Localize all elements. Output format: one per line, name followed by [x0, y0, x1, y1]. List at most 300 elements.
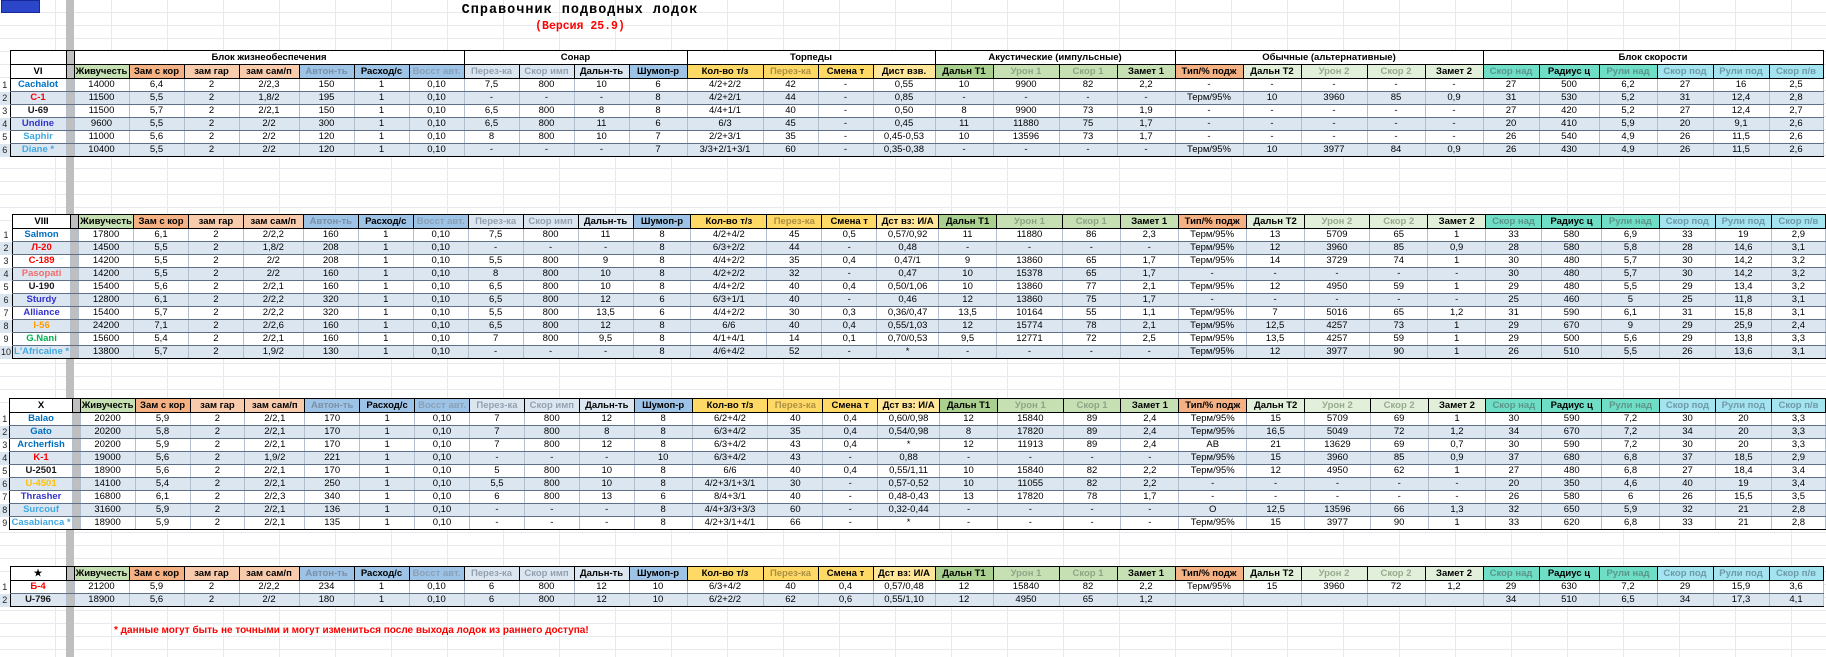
data-cell[interactable]: 78: [1063, 491, 1121, 504]
data-cell[interactable]: 31: [1659, 307, 1715, 320]
data-cell[interactable]: 4/4+2/2: [691, 281, 767, 294]
data-cell[interactable]: 11500: [74, 105, 129, 118]
data-cell[interactable]: 800: [524, 413, 579, 426]
row-number[interactable]: 4: [0, 118, 10, 131]
data-cell[interactable]: 6: [464, 594, 519, 607]
data-cell[interactable]: 0,9: [1425, 144, 1483, 157]
data-cell[interactable]: 160: [303, 281, 358, 294]
data-cell[interactable]: 430: [1539, 144, 1599, 157]
data-cell[interactable]: -: [1370, 491, 1428, 504]
data-cell[interactable]: 1: [360, 491, 415, 504]
data-cell[interactable]: 1: [358, 307, 413, 320]
data-cell[interactable]: 20: [1657, 118, 1713, 131]
data-cell[interactable]: 10164: [997, 307, 1063, 320]
data-cell[interactable]: -: [1305, 478, 1371, 491]
column-header[interactable]: Перез-ка: [767, 215, 822, 229]
data-cell[interactable]: 0,1: [822, 333, 877, 346]
data-cell[interactable]: 2/2: [239, 144, 299, 157]
column-header[interactable]: Замет 2: [1425, 65, 1483, 79]
data-cell[interactable]: 40: [767, 320, 822, 333]
tier-header-viii[interactable]: VIII: [13, 215, 71, 229]
sub-name-cell[interactable]: Л-20: [13, 242, 71, 255]
data-cell[interactable]: 1,8/2: [239, 92, 299, 105]
data-cell[interactable]: 0,57/0,92: [877, 229, 939, 242]
data-cell[interactable]: 3/3+2/1+3/1: [687, 144, 763, 157]
data-cell[interactable]: 34: [1483, 594, 1539, 607]
data-cell[interactable]: 15840: [993, 581, 1059, 594]
data-cell[interactable]: -: [1059, 144, 1117, 157]
data-cell[interactable]: 320: [303, 294, 358, 307]
data-cell[interactable]: 20: [1715, 413, 1771, 426]
data-cell[interactable]: 31: [1483, 92, 1539, 105]
column-header[interactable]: зам сам/п: [239, 65, 299, 79]
data-cell[interactable]: 21: [1715, 517, 1771, 530]
data-cell[interactable]: -: [1063, 517, 1121, 530]
column-header[interactable]: Рули под: [1713, 567, 1769, 581]
data-cell[interactable]: 6/3+1/1: [691, 294, 767, 307]
data-cell[interactable]: 17820: [997, 491, 1063, 504]
data-cell[interactable]: -: [578, 346, 633, 359]
data-cell[interactable]: 0,10: [413, 320, 468, 333]
data-cell[interactable]: 12771: [997, 333, 1063, 346]
data-cell[interactable]: 7,5: [468, 229, 523, 242]
data-cell[interactable]: 0,5: [822, 229, 877, 242]
column-header[interactable]: Дальн-ть: [579, 399, 634, 413]
row-number[interactable]: 1: [0, 79, 10, 92]
data-cell[interactable]: 1: [360, 452, 415, 465]
data-cell[interactable]: 89: [1063, 439, 1121, 452]
data-cell[interactable]: 510: [1542, 346, 1602, 359]
data-cell[interactable]: 62: [763, 594, 818, 607]
data-cell[interactable]: 650: [1542, 504, 1602, 517]
data-cell[interactable]: 1: [1428, 255, 1486, 268]
data-cell[interactable]: 2/2: [243, 255, 303, 268]
data-cell[interactable]: 8: [629, 92, 687, 105]
data-cell[interactable]: 6,1: [1601, 307, 1659, 320]
data-cell[interactable]: 5,8: [135, 426, 190, 439]
data-cell[interactable]: -: [579, 452, 634, 465]
row-number[interactable]: 1: [0, 581, 10, 594]
data-cell[interactable]: 12: [1246, 242, 1304, 255]
data-cell[interactable]: -: [1428, 478, 1486, 491]
column-header[interactable]: Рули под: [1715, 215, 1771, 229]
data-cell[interactable]: 17,3: [1713, 594, 1769, 607]
data-cell[interactable]: -: [997, 242, 1063, 255]
data-cell[interactable]: 800: [524, 426, 579, 439]
data-cell[interactable]: -: [1246, 268, 1304, 281]
data-cell[interactable]: 9: [578, 255, 633, 268]
data-cell[interactable]: 580: [1542, 242, 1602, 255]
data-cell[interactable]: 0,35-0,38: [873, 144, 935, 157]
column-header[interactable]: Тип/% подж: [1179, 399, 1247, 413]
data-cell[interactable]: 6,2: [1599, 79, 1657, 92]
data-cell[interactable]: 2,4: [1771, 320, 1825, 333]
data-cell[interactable]: 27: [1483, 105, 1539, 118]
data-cell[interactable]: 0,6: [818, 594, 873, 607]
data-cell[interactable]: 6,8: [1602, 465, 1660, 478]
data-cell[interactable]: 800: [519, 594, 574, 607]
data-cell[interactable]: 5709: [1304, 229, 1370, 242]
data-cell[interactable]: 2: [188, 320, 243, 333]
data-cell[interactable]: -: [997, 346, 1063, 359]
sub-name-cell[interactable]: L'Africaine *: [14, 346, 70, 358]
data-cell[interactable]: 10: [935, 131, 993, 144]
data-cell[interactable]: 6,5: [468, 294, 523, 307]
data-cell[interactable]: 13: [579, 491, 634, 504]
column-header[interactable]: Урон 2: [1301, 65, 1367, 79]
data-cell[interactable]: 350: [1542, 478, 1602, 491]
data-cell[interactable]: 26: [1657, 144, 1713, 157]
data-cell[interactable]: 33: [1659, 229, 1715, 242]
data-cell[interactable]: 0,85: [873, 92, 935, 105]
data-cell[interactable]: 10: [579, 465, 634, 478]
data-cell[interactable]: 0,4: [823, 465, 878, 478]
data-cell[interactable]: 28: [1486, 242, 1542, 255]
column-header[interactable]: Скор п/в: [1771, 399, 1825, 413]
data-cell[interactable]: 82: [1063, 478, 1121, 491]
data-cell[interactable]: 0,10: [415, 517, 470, 530]
data-cell[interactable]: 800: [519, 581, 574, 594]
data-cell[interactable]: 3,4: [1771, 478, 1825, 491]
data-cell[interactable]: 0,10: [413, 242, 468, 255]
data-cell[interactable]: -: [1370, 268, 1428, 281]
data-cell[interactable]: 0,60/0,98: [878, 413, 940, 426]
data-cell[interactable]: -: [935, 144, 993, 157]
column-header[interactable]: Замет 1: [1121, 399, 1179, 413]
data-cell[interactable]: 74: [1370, 255, 1428, 268]
data-cell[interactable]: 3,6: [1769, 581, 1823, 594]
data-cell[interactable]: 85: [1367, 92, 1425, 105]
data-cell[interactable]: 1: [358, 320, 413, 333]
data-cell[interactable]: 4/2+2/2: [687, 79, 763, 92]
data-cell[interactable]: 5,5: [134, 242, 189, 255]
data-cell[interactable]: 13860: [997, 281, 1063, 294]
data-cell[interactable]: 40: [768, 465, 823, 478]
data-cell[interactable]: 500: [1539, 79, 1599, 92]
data-cell[interactable]: Терм/95%: [1178, 307, 1246, 320]
data-cell[interactable]: -: [1367, 79, 1425, 92]
sub-name-cell[interactable]: Sturdy: [13, 294, 71, 307]
row-number[interactable]: 2: [0, 242, 13, 255]
data-cell[interactable]: 8: [629, 105, 687, 118]
data-cell[interactable]: 14: [767, 333, 822, 346]
data-cell[interactable]: 5049: [1305, 426, 1371, 439]
data-cell[interactable]: 89: [1063, 413, 1121, 426]
data-cell[interactable]: -: [823, 491, 878, 504]
data-cell[interactable]: 75: [1059, 118, 1117, 131]
data-cell[interactable]: 69: [1370, 439, 1428, 452]
data-cell[interactable]: 1: [358, 294, 413, 307]
data-cell[interactable]: 1: [354, 144, 409, 157]
sub-name-cell[interactable]: Balao: [10, 413, 72, 426]
data-cell[interactable]: 8: [579, 426, 634, 439]
data-cell[interactable]: 12: [1246, 281, 1304, 294]
data-cell[interactable]: 13: [940, 491, 998, 504]
data-cell[interactable]: 4/2+4/2: [691, 229, 767, 242]
data-cell[interactable]: -: [1305, 491, 1371, 504]
column-header[interactable]: Скор 2: [1370, 399, 1428, 413]
data-cell[interactable]: 170: [305, 465, 360, 478]
data-cell[interactable]: 20: [1486, 478, 1542, 491]
data-cell[interactable]: 4950: [1305, 465, 1371, 478]
column-header[interactable]: Автон-ть: [299, 65, 354, 79]
data-cell[interactable]: -: [1063, 504, 1121, 517]
data-cell[interactable]: 5,5: [468, 307, 523, 320]
column-header[interactable]: Замет 2: [1428, 399, 1486, 413]
data-cell[interactable]: 15: [1247, 413, 1305, 426]
data-cell[interactable]: 6/3: [687, 118, 763, 131]
data-cell[interactable]: 30: [1659, 255, 1715, 268]
data-cell[interactable]: 4257: [1304, 320, 1370, 333]
data-cell[interactable]: 6: [469, 491, 524, 504]
data-cell[interactable]: 1,7: [1117, 118, 1175, 131]
data-cell[interactable]: -: [822, 268, 877, 281]
data-cell[interactable]: 90: [1370, 517, 1428, 530]
column-header[interactable]: Расход/с: [354, 567, 409, 581]
data-cell[interactable]: 6,5: [468, 320, 523, 333]
data-cell[interactable]: 5,7: [134, 346, 189, 359]
data-cell[interactable]: 20200: [80, 426, 135, 439]
column-header[interactable]: Восст авт.: [413, 215, 468, 229]
data-cell[interactable]: 13,8: [1715, 333, 1771, 346]
data-cell[interactable]: 5709: [1305, 413, 1371, 426]
data-cell[interactable]: 6,5: [464, 118, 519, 131]
data-cell[interactable]: 13860: [997, 294, 1063, 307]
data-cell[interactable]: 73: [1059, 131, 1117, 144]
tier-blank-cell[interactable]: [10, 51, 66, 65]
data-cell[interactable]: 6: [464, 581, 519, 594]
data-cell[interactable]: -: [519, 144, 574, 157]
data-cell[interactable]: -: [1370, 478, 1428, 491]
column-header[interactable]: Живучесть: [80, 215, 132, 227]
row-number[interactable]: 3: [0, 105, 10, 118]
column-header[interactable]: Живучесть: [75, 65, 128, 77]
column-header[interactable]: Урон 2: [1305, 399, 1371, 413]
data-cell[interactable]: 33: [1660, 517, 1716, 530]
data-cell[interactable]: -: [579, 504, 634, 517]
column-header[interactable]: Скор над: [1483, 567, 1539, 581]
column-header[interactable]: Рули под: [1715, 399, 1771, 413]
data-cell[interactable]: 0,10: [413, 255, 468, 268]
data-cell[interactable]: 2/2,1: [245, 413, 305, 426]
column-header[interactable]: Скор имп: [524, 399, 579, 413]
data-cell[interactable]: 13860: [997, 255, 1063, 268]
data-cell[interactable]: 1: [360, 504, 415, 517]
data-cell[interactable]: 1,1: [1120, 307, 1178, 320]
column-header[interactable]: Перез-ка: [469, 399, 524, 413]
data-cell[interactable]: -: [997, 504, 1063, 517]
data-cell[interactable]: 6,5: [468, 281, 523, 294]
column-header[interactable]: Расход/с: [354, 65, 409, 79]
data-cell[interactable]: 17820: [997, 426, 1063, 439]
group-header[interactable]: Блок скорости: [1483, 51, 1823, 65]
row-number[interactable]: 7: [0, 491, 10, 504]
column-header[interactable]: Дальн Т1: [935, 65, 993, 79]
data-cell[interactable]: -: [823, 504, 878, 517]
data-cell[interactable]: Терм/95%: [1178, 255, 1246, 268]
column-header[interactable]: Дальн Т2: [1246, 215, 1304, 229]
data-cell[interactable]: 72: [1370, 426, 1428, 439]
column-header[interactable]: Скор п/в: [1769, 65, 1823, 79]
data-cell[interactable]: 2/2+3/1: [687, 131, 763, 144]
data-cell[interactable]: 20200: [80, 413, 135, 426]
data-cell[interactable]: 3960: [1305, 452, 1371, 465]
data-cell[interactable]: 40: [767, 281, 822, 294]
data-cell[interactable]: 1: [360, 517, 415, 530]
data-cell[interactable]: 13,5: [1246, 333, 1304, 346]
data-cell[interactable]: 3,3: [1771, 426, 1825, 439]
data-cell[interactable]: 82: [1063, 465, 1121, 478]
data-cell[interactable]: 1: [354, 118, 409, 131]
data-cell[interactable]: 590: [1542, 413, 1602, 426]
data-cell[interactable]: -: [997, 517, 1063, 530]
data-cell[interactable]: [1425, 594, 1483, 607]
column-header[interactable]: Скор над: [1486, 215, 1542, 229]
column-header[interactable]: Замет 2: [1425, 567, 1483, 581]
data-cell[interactable]: 0,4: [818, 581, 873, 594]
data-cell[interactable]: 40: [768, 413, 823, 426]
data-cell[interactable]: 5,7: [134, 307, 189, 320]
data-cell[interactable]: -: [940, 517, 998, 530]
data-cell[interactable]: 1: [1428, 413, 1486, 426]
column-header[interactable]: Шумоп-р: [634, 399, 692, 413]
data-cell[interactable]: 5,9: [129, 581, 184, 594]
column-header[interactable]: Дальн-ть: [578, 215, 633, 229]
data-cell[interactable]: 6/3+4/2: [692, 439, 768, 452]
column-header[interactable]: Скор 2: [1367, 567, 1425, 581]
data-cell[interactable]: -: [997, 452, 1063, 465]
data-cell[interactable]: 14,2: [1715, 255, 1771, 268]
data-cell[interactable]: -: [1247, 478, 1305, 491]
column-header[interactable]: зам сам/п: [243, 215, 303, 229]
data-cell[interactable]: 78: [1062, 320, 1120, 333]
data-cell[interactable]: 136: [305, 504, 360, 517]
data-cell[interactable]: 150: [299, 105, 354, 118]
data-cell[interactable]: Терм/95%: [1179, 413, 1247, 426]
data-cell[interactable]: 1: [1428, 229, 1486, 242]
data-cell[interactable]: 2: [188, 346, 243, 359]
data-cell[interactable]: 15378: [997, 268, 1063, 281]
data-cell[interactable]: 45: [767, 229, 822, 242]
column-header[interactable]: Скор п/в: [1771, 215, 1825, 229]
data-cell[interactable]: -: [1304, 268, 1370, 281]
data-cell[interactable]: 29: [1659, 333, 1715, 346]
data-cell[interactable]: 65: [1062, 255, 1120, 268]
data-cell[interactable]: 18,4: [1715, 465, 1771, 478]
data-cell[interactable]: 13,5: [578, 307, 633, 320]
data-cell[interactable]: -: [523, 346, 578, 359]
data-cell[interactable]: 86: [1062, 229, 1120, 242]
data-cell[interactable]: 8: [940, 426, 998, 439]
column-header[interactable]: Радиус ц: [1542, 215, 1602, 229]
data-cell[interactable]: 2: [188, 242, 243, 255]
data-cell[interactable]: 19000: [80, 452, 135, 465]
data-cell[interactable]: 34: [1657, 594, 1713, 607]
data-cell[interactable]: 10: [939, 281, 997, 294]
data-cell[interactable]: 27: [1657, 105, 1713, 118]
data-cell[interactable]: 4950: [1304, 281, 1370, 294]
data-cell[interactable]: 4257: [1304, 333, 1370, 346]
column-header[interactable]: Тип/% подж: [1175, 65, 1243, 79]
data-cell[interactable]: 0,10: [409, 118, 464, 131]
data-cell[interactable]: 35: [768, 426, 823, 439]
data-cell[interactable]: 6/3+4/2: [692, 452, 768, 465]
sub-name-cell[interactable]: Surcouf: [10, 504, 72, 517]
data-cell[interactable]: 420: [1539, 105, 1599, 118]
data-cell[interactable]: 2: [190, 478, 245, 491]
data-cell[interactable]: 40: [768, 491, 823, 504]
data-cell[interactable]: 33: [1486, 229, 1542, 242]
data-cell[interactable]: -: [939, 242, 997, 255]
data-cell[interactable]: 0,10: [413, 281, 468, 294]
data-cell[interactable]: Терм/95%: [1178, 229, 1246, 242]
data-cell[interactable]: 18900: [74, 594, 129, 607]
data-cell[interactable]: 29: [1483, 581, 1539, 594]
data-cell[interactable]: 3977: [1301, 144, 1367, 157]
data-cell[interactable]: 0,7: [1428, 439, 1486, 452]
data-cell[interactable]: 73: [1059, 105, 1117, 118]
column-header[interactable]: Радиус ц: [1539, 567, 1599, 581]
data-cell[interactable]: 0,9: [1428, 452, 1486, 465]
data-cell[interactable]: 10: [940, 478, 998, 491]
row-number[interactable]: 8: [0, 504, 10, 517]
column-header[interactable]: Урон 1: [993, 567, 1059, 581]
data-cell[interactable]: 44: [767, 242, 822, 255]
data-cell[interactable]: 0,10: [413, 307, 468, 320]
group-header[interactable]: Торпеды: [687, 51, 935, 65]
data-cell[interactable]: 1,7: [1120, 294, 1178, 307]
data-cell[interactable]: 2/2,1: [239, 105, 299, 118]
data-cell[interactable]: 1,2: [1425, 581, 1483, 594]
column-header[interactable]: Перез-ка: [763, 567, 818, 581]
data-cell[interactable]: 34: [1660, 426, 1716, 439]
data-cell[interactable]: 800: [523, 320, 578, 333]
data-cell[interactable]: 800: [523, 333, 578, 346]
data-cell[interactable]: -: [1367, 105, 1425, 118]
data-cell[interactable]: 7: [629, 144, 687, 157]
data-cell[interactable]: 5: [469, 465, 524, 478]
data-cell[interactable]: 4/2+2/1: [687, 92, 763, 105]
data-cell[interactable]: 44: [763, 92, 818, 105]
data-cell[interactable]: 2: [184, 118, 239, 131]
data-cell[interactable]: 4,1: [1769, 594, 1823, 607]
data-cell[interactable]: 10: [578, 268, 633, 281]
data-cell[interactable]: 0,10: [415, 452, 470, 465]
data-cell[interactable]: 2/2,1: [243, 333, 303, 346]
data-cell[interactable]: 2: [190, 439, 245, 452]
data-cell[interactable]: 8: [634, 465, 692, 478]
data-cell[interactable]: 6: [634, 491, 692, 504]
data-cell[interactable]: 3,3: [1771, 413, 1825, 426]
data-cell[interactable]: -: [1179, 478, 1247, 491]
data-cell[interactable]: 800: [523, 281, 578, 294]
data-cell[interactable]: 8: [633, 268, 691, 281]
data-cell[interactable]: -: [1301, 79, 1367, 92]
row-number[interactable]: 1: [0, 413, 10, 426]
data-cell[interactable]: -: [1062, 346, 1120, 359]
data-cell[interactable]: 7: [469, 426, 524, 439]
data-cell[interactable]: 12: [574, 581, 629, 594]
data-cell[interactable]: 0,10: [409, 131, 464, 144]
column-header[interactable]: Смена т: [818, 65, 873, 79]
data-cell[interactable]: 5,4: [134, 333, 189, 346]
row-number[interactable]: 8: [0, 320, 13, 333]
data-cell[interactable]: 1: [358, 255, 413, 268]
data-cell[interactable]: 4/4+2/2: [691, 255, 767, 268]
data-cell[interactable]: 26: [1483, 131, 1539, 144]
data-cell[interactable]: 6/2+4/2: [692, 413, 768, 426]
data-cell[interactable]: 7,2: [1602, 426, 1660, 439]
